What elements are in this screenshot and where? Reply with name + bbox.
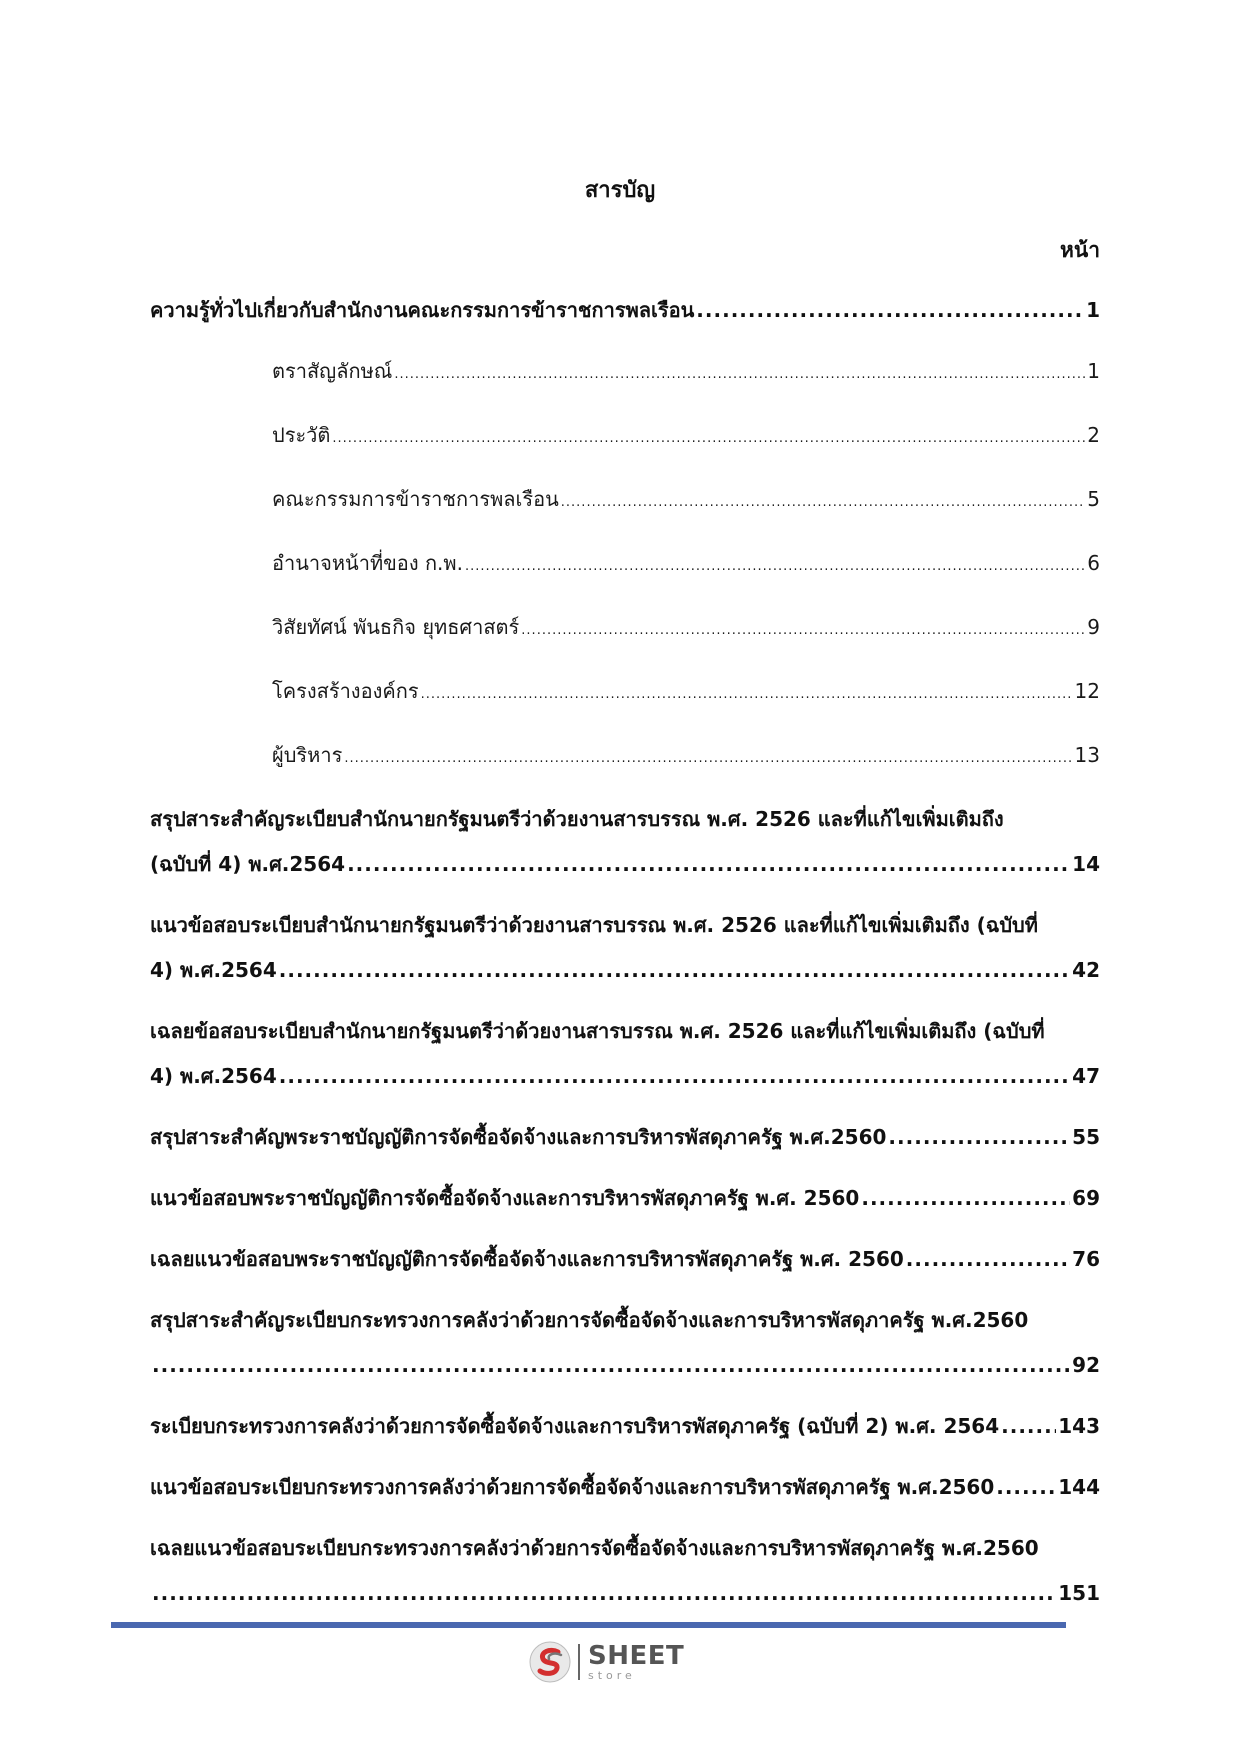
toc-entry-page: 9 (1087, 615, 1100, 639)
dot-leader (1001, 1404, 1056, 1449)
toc-entry-title: (ฉบับที่ 4) พ.ศ.2564 (150, 852, 346, 876)
toc-entry[interactable] (150, 1465, 1100, 1510)
logo-sub: store (588, 1669, 636, 1682)
dot-leader (888, 1115, 1070, 1160)
toc-entry[interactable] (150, 1404, 1100, 1449)
toc-entry-title: 4) พ.ศ.2564 (150, 1064, 277, 1088)
toc-entry[interactable] (150, 797, 1100, 887)
toc-entry-title-line1: แนวข้อสอบระเบียบสำนักนายกรัฐมนตรีว่าด้วยงานสารบรรณ พ.ศ. 2526 และที่แก้ไขเพิ่มเติมถึง (ฉบับที่ (150, 913, 1038, 937)
toc-entry[interactable] (150, 1115, 1100, 1160)
toc-entry-title: วิสัยทัศน์ พันธกิจ ยุทธศาสตร์ (272, 615, 520, 639)
toc-subentry[interactable] (150, 541, 1100, 589)
toc-entry-page: 12 (1074, 679, 1100, 703)
table-of-contents (150, 288, 1100, 1616)
logo-word: SHEET (588, 1641, 685, 1671)
dot-leader (347, 842, 1070, 887)
toc-entry-title: 4) พ.ศ.2564 (150, 958, 277, 982)
dot-leader (279, 948, 1070, 993)
toc-entry-page: 76 (1072, 1247, 1100, 1271)
toc-entry-page: 6 (1087, 551, 1100, 575)
toc-subentry[interactable] (150, 349, 1100, 397)
toc-subentry[interactable] (150, 605, 1100, 653)
dot-leader (394, 349, 1085, 397)
toc-entry-page: 55 (1072, 1125, 1100, 1149)
toc-entry-title: ตราสัญลักษณ์ (272, 359, 393, 383)
dot-leader (561, 477, 1085, 525)
toc-entry-page: 13 (1074, 743, 1100, 767)
toc-entry-page: 151 (1058, 1581, 1100, 1605)
dot-leader (996, 1465, 1056, 1510)
dot-leader (906, 1237, 1070, 1282)
dot-leader (521, 605, 1085, 653)
toc-entry[interactable] (150, 1009, 1100, 1099)
toc-entry[interactable] (150, 1298, 1100, 1388)
toc-subentry[interactable] (150, 733, 1100, 781)
toc-entry[interactable] (150, 903, 1100, 993)
dot-leader (861, 1176, 1070, 1221)
toc-entry[interactable] (150, 1526, 1100, 1616)
toc-entry-page: 143 (1058, 1414, 1100, 1438)
toc-entry-page: 69 (1072, 1186, 1100, 1210)
toc-entry[interactable] (150, 1176, 1100, 1221)
toc-entry-title-line1: สรุปสาระสำคัญระเบียบสำนักนายกรัฐมนตรีว่าด้วยงานสารบรรณ พ.ศ. 2526 และที่แก้ไขเพิ่มเติมถึง (150, 807, 1004, 831)
toc-entry-title: ความรู้ทั่วไปเกี่ยวกับสำนักงานคณะกรรมการข้าราชการพลเรือน (150, 298, 695, 322)
toc-entry-title: ระเบียบกระทรวงการคลังว่าด้วยการจัดซื้อจัดจ้างและการบริหารพัสดุภาครัฐ (ฉบับที่ 2) พ.ศ. 2564 (150, 1414, 1000, 1438)
toc-entry-page: 1 (1087, 359, 1100, 383)
sheet-store-logo (528, 1640, 684, 1684)
logo-separator (578, 1644, 580, 1680)
dot-leader (344, 733, 1072, 781)
toc-entry-page: 42 (1072, 958, 1100, 982)
sheet-store-logo-icon (528, 1640, 572, 1684)
dot-leader (279, 1054, 1070, 1099)
toc-entry-title-line1: เฉลยแนวข้อสอบระเบียบกระทรวงการคลังว่าด้วยการจัดซื้อจัดจ้างและการบริหารพัสดุภาครัฐ พ.ศ.2560 (150, 1536, 1039, 1560)
dot-leader (465, 541, 1085, 589)
toc-entry[interactable] (150, 288, 1100, 333)
toc-entry-page: 47 (1072, 1064, 1100, 1088)
toc-entry-title: โครงสร้างองค์กร (272, 679, 419, 703)
toc-entry-title-line1: สรุปสาระสำคัญระเบียบกระทรวงการคลังว่าด้วยการจัดซื้อจัดจ้างและการบริหารพัสดุภาครัฐ พ.ศ.2560 (150, 1308, 1029, 1332)
toc-entry-title: ประวัติ (272, 423, 331, 447)
toc-subentry[interactable] (150, 477, 1100, 525)
page-column-label: หน้า (1060, 238, 1100, 262)
toc-entry-title-line1: เฉลยข้อสอบระเบียบสำนักนายกรัฐมนตรีว่าด้วยงานสารบรรณ พ.ศ. 2526 และที่แก้ไขเพิ่มเติมถึง (ฉบับที่ (150, 1019, 1045, 1043)
toc-entry-page: 5 (1087, 487, 1100, 511)
logo-wordmark (588, 1643, 684, 1681)
dot-leader (332, 413, 1085, 461)
toc-entry-page: 1 (1086, 298, 1100, 322)
toc-entry-page: 144 (1058, 1475, 1100, 1499)
dot-leader (152, 1343, 1070, 1388)
toc-entry[interactable] (150, 1237, 1100, 1282)
toc-entry-title: เฉลยแนวข้อสอบพระราชบัญญัติการจัดซื้อจัดจ้างและการบริหารพัสดุภาครัฐ พ.ศ. 2560 (150, 1247, 904, 1271)
toc-entry-page: 92 (1072, 1353, 1100, 1377)
toc-entry-page: 14 (1072, 852, 1100, 876)
toc-entry-title: คณะกรรมการข้าราชการพลเรือน (272, 487, 559, 511)
toc-subentry[interactable] (150, 669, 1100, 717)
toc-entry-title: ผู้บริหาร (272, 743, 343, 767)
toc-entry-title: แนวข้อสอบระเบียบกระทรวงการคลังว่าด้วยการจัดซื้อจัดจ้างและการบริหารพัสดุภาครัฐ พ.ศ.2560 (150, 1475, 995, 1499)
dot-leader (421, 669, 1073, 717)
toc-entry-title: สรุปสาระสำคัญพระราชบัญญัติการจัดซื้อจัดจ้างและการบริหารพัสดุภาครัฐ พ.ศ.2560 (150, 1125, 887, 1149)
toc-subentry[interactable] (150, 413, 1100, 461)
dot-leader (152, 1571, 1056, 1616)
toc-entry-page: 2 (1087, 423, 1100, 447)
footer-divider (111, 1622, 1066, 1628)
toc-entry-title: แนวข้อสอบพระราชบัญญัติการจัดซื้อจัดจ้างและการบริหารพัสดุภาครัฐ พ.ศ. 2560 (150, 1186, 860, 1210)
toc-entry-title: อำนาจหน้าที่ของ ก.พ. (272, 551, 463, 575)
dot-leader (696, 288, 1084, 333)
toc-title: สารบัญ (584, 178, 656, 203)
